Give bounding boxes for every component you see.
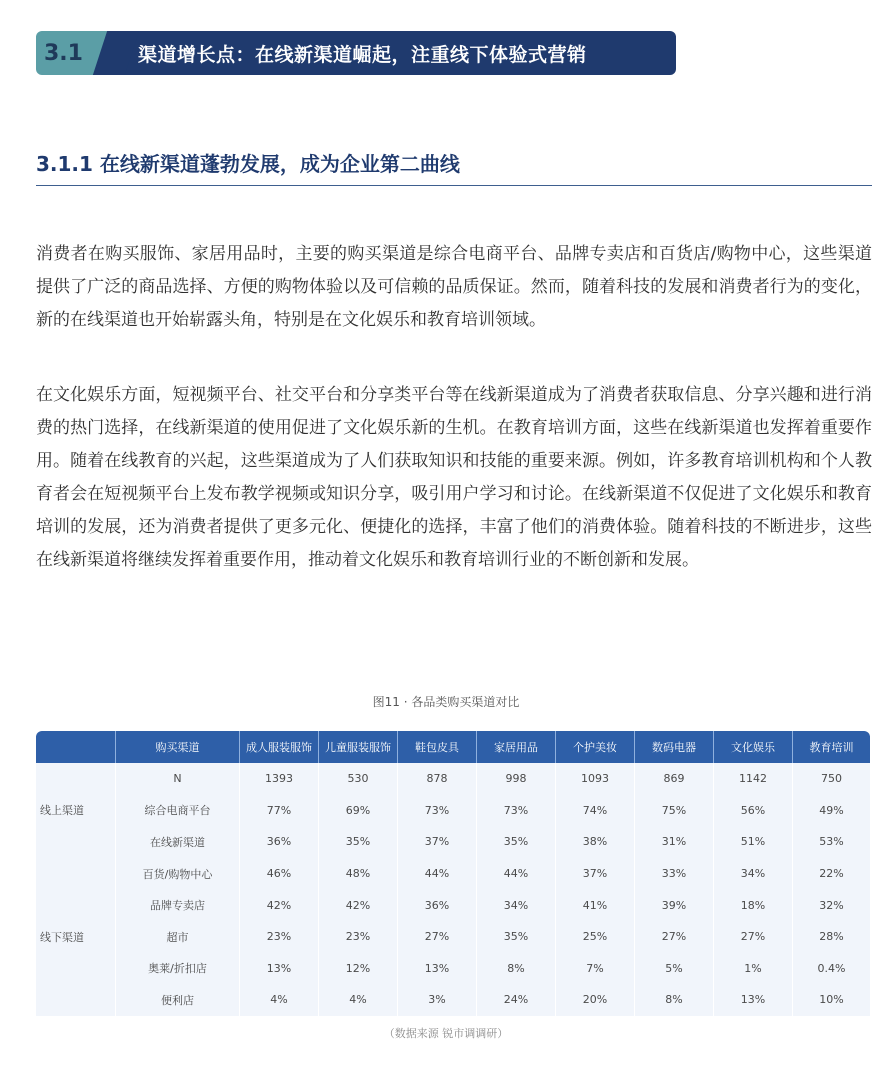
table-cell-value: 18% <box>714 889 793 921</box>
table-row <box>36 889 870 921</box>
table-cell-group <box>36 984 116 1016</box>
table-cell-value: 75% <box>635 795 714 827</box>
table-cell-value: 22% <box>793 858 870 890</box>
table-cell-value: 1393 <box>240 763 319 795</box>
table-header-1: 购买渠道 <box>116 731 240 763</box>
table-cell-value: 869 <box>635 763 714 795</box>
table-cell-group: 线上渠道 <box>36 795 116 827</box>
channel-comparison-table <box>36 731 870 1016</box>
table-header-8: 文化娱乐 <box>714 731 793 763</box>
table-cell-value: 41% <box>556 889 635 921</box>
table-cell-value: 12% <box>319 953 398 985</box>
figure-caption: 图11 · 各品类购买渠道对比 <box>372 695 520 709</box>
table-cell-group <box>36 858 116 890</box>
table-cell-value: 36% <box>240 826 319 858</box>
table-cell-value: 36% <box>398 889 477 921</box>
table-cell-value: 77% <box>240 795 319 827</box>
table-header-7: 数码电器 <box>635 731 714 763</box>
table-cell-value: 42% <box>319 889 398 921</box>
data-source-note: （数据来源 锐市调调研） <box>383 1027 509 1040</box>
table-cell-value: 33% <box>635 858 714 890</box>
subsection-divider <box>36 185 872 186</box>
table-cell-value: 998 <box>477 763 556 795</box>
table-cell-value: 5% <box>635 953 714 985</box>
table-header-4: 鞋包皮具 <box>398 731 477 763</box>
table-body <box>36 763 870 1016</box>
table-header-5: 家居用品 <box>477 731 556 763</box>
table-header-6: 个护美妆 <box>556 731 635 763</box>
table-cell-channel: 品牌专卖店 <box>116 889 240 921</box>
table-cell-value: 4% <box>240 984 319 1016</box>
table-cell-value: 23% <box>319 921 398 953</box>
table-row <box>36 921 870 953</box>
table-cell-group <box>36 953 116 985</box>
table-cell-value: 8% <box>635 984 714 1016</box>
table-cell-value: 13% <box>398 953 477 985</box>
table-cell-value: 28% <box>793 921 870 953</box>
data-table <box>36 731 870 1016</box>
table-header-2: 成人服装服饰 <box>240 731 319 763</box>
table-cell-value: 27% <box>635 921 714 953</box>
table-cell-channel: N <box>116 763 240 795</box>
table-cell-value: 1142 <box>714 763 793 795</box>
table-header-group <box>36 731 116 763</box>
table-cell-value: 4% <box>319 984 398 1016</box>
table-cell-value: 49% <box>793 795 870 827</box>
table-cell-value: 7% <box>556 953 635 985</box>
table-cell-value: 34% <box>477 889 556 921</box>
table-cell-channel: 在线新渠道 <box>116 826 240 858</box>
table-cell-value: 23% <box>240 921 319 953</box>
table-cell-value: 27% <box>714 921 793 953</box>
table-cell-value: 35% <box>477 826 556 858</box>
section-title <box>116 31 676 75</box>
table-cell-value: 56% <box>714 795 793 827</box>
table-cell-value: 37% <box>556 858 635 890</box>
table-cell-value: 35% <box>319 826 398 858</box>
table-cell-value: 42% <box>240 889 319 921</box>
table-cell-value: 74% <box>556 795 635 827</box>
table-cell-value: 10% <box>793 984 870 1016</box>
table-cell-value: 46% <box>240 858 319 890</box>
table-cell-value: 8% <box>477 953 556 985</box>
table-header-row <box>36 731 870 763</box>
table-cell-value: 530 <box>319 763 398 795</box>
table-cell-group <box>36 763 116 795</box>
table-cell-value: 1% <box>714 953 793 985</box>
table-cell-value: 44% <box>477 858 556 890</box>
table-cell-value: 34% <box>714 858 793 890</box>
section-number <box>36 31 116 75</box>
table-cell-value: 73% <box>398 795 477 827</box>
table-cell-value: 39% <box>635 889 714 921</box>
paragraph-2: 在文化娱乐方面，短视频平台、社交平台和分享类平台等在线新渠道成为了消费者获取信息、分享兴趣和进行消费的热门选择，在线新渠道的使用促进了文化娱乐新的生机。在教育培训方面，这些在线新渠道也发挥着重要作用。随着在线教育的兴起，这些渠道成为了人们获取知识和技能的重要来源。例如，许多教育培训机构和个人教育者会在短视频平台上发布教学视频或知识分享，吸引用户学习和讨论。在线新渠道不仅促进了文化娱乐和教育培训的发展，还为消费者提供了更多元化、便捷化的选择，丰富了他们的消费体验。随着科技的不断进步，这些在线新渠道将继续发挥着重要作用，推动着文化娱乐和教育培训行业的不断创新和发展。 <box>36 385 872 570</box>
table-cell-value: 53% <box>793 826 870 858</box>
table-row <box>36 826 870 858</box>
table-row <box>36 763 870 795</box>
table-cell-value: 0.4% <box>793 953 870 985</box>
table-cell-value: 73% <box>477 795 556 827</box>
table-cell-group <box>36 889 116 921</box>
table-cell-channel: 便利店 <box>116 984 240 1016</box>
table-cell-channel: 百货/购物中心 <box>116 858 240 890</box>
table-header-3: 儿童服装服饰 <box>319 731 398 763</box>
section-title-text: 渠道增长点：在线新渠道崛起，注重线下体验式营销 <box>138 43 587 66</box>
table-header-9: 教育培训 <box>793 731 870 763</box>
table-cell-value: 20% <box>556 984 635 1016</box>
table-cell-value: 32% <box>793 889 870 921</box>
table-cell-value: 44% <box>398 858 477 890</box>
table-row <box>36 858 870 890</box>
table-cell-value: 878 <box>398 763 477 795</box>
table-cell-value: 13% <box>240 953 319 985</box>
paragraph-1: 消费者在购买服饰、家居用品时，主要的购买渠道是综合电商平台、品牌专卖店和百货店/购物中心，这些渠道提供了广泛的商品选择、方便的购物体验以及可信赖的品质保证。然而，随着科技的发展和消费者行为的变化，新的在线渠道也开始崭露头角，特别是在文化娱乐和教育培训领域。 <box>36 244 872 330</box>
table-cell-value: 13% <box>714 984 793 1016</box>
table-cell-channel: 超市 <box>116 921 240 953</box>
section-number-text: 3.1 <box>44 40 83 66</box>
table-cell-value: 48% <box>319 858 398 890</box>
section-header <box>36 31 676 75</box>
table-cell-value: 27% <box>398 921 477 953</box>
table-cell-value: 37% <box>398 826 477 858</box>
table-row <box>36 953 870 985</box>
table-cell-value: 25% <box>556 921 635 953</box>
table-cell-channel: 奥莱/折扣店 <box>116 953 240 985</box>
table-cell-value: 51% <box>714 826 793 858</box>
table-cell-value: 750 <box>793 763 870 795</box>
table-cell-group: 线下渠道 <box>36 921 116 953</box>
table-cell-channel: 综合电商平台 <box>116 795 240 827</box>
table-cell-value: 24% <box>477 984 556 1016</box>
table-cell-value: 3% <box>398 984 477 1016</box>
table-cell-value: 31% <box>635 826 714 858</box>
table-row <box>36 795 870 827</box>
table-cell-value: 38% <box>556 826 635 858</box>
table-cell-value: 1093 <box>556 763 635 795</box>
table-cell-value: 35% <box>477 921 556 953</box>
table-cell-group <box>36 826 116 858</box>
table-cell-value: 69% <box>319 795 398 827</box>
table-row <box>36 984 870 1016</box>
subsection-title: 3.1.1 在线新渠道蓬勃发展，成为企业第二曲线 <box>36 152 460 176</box>
